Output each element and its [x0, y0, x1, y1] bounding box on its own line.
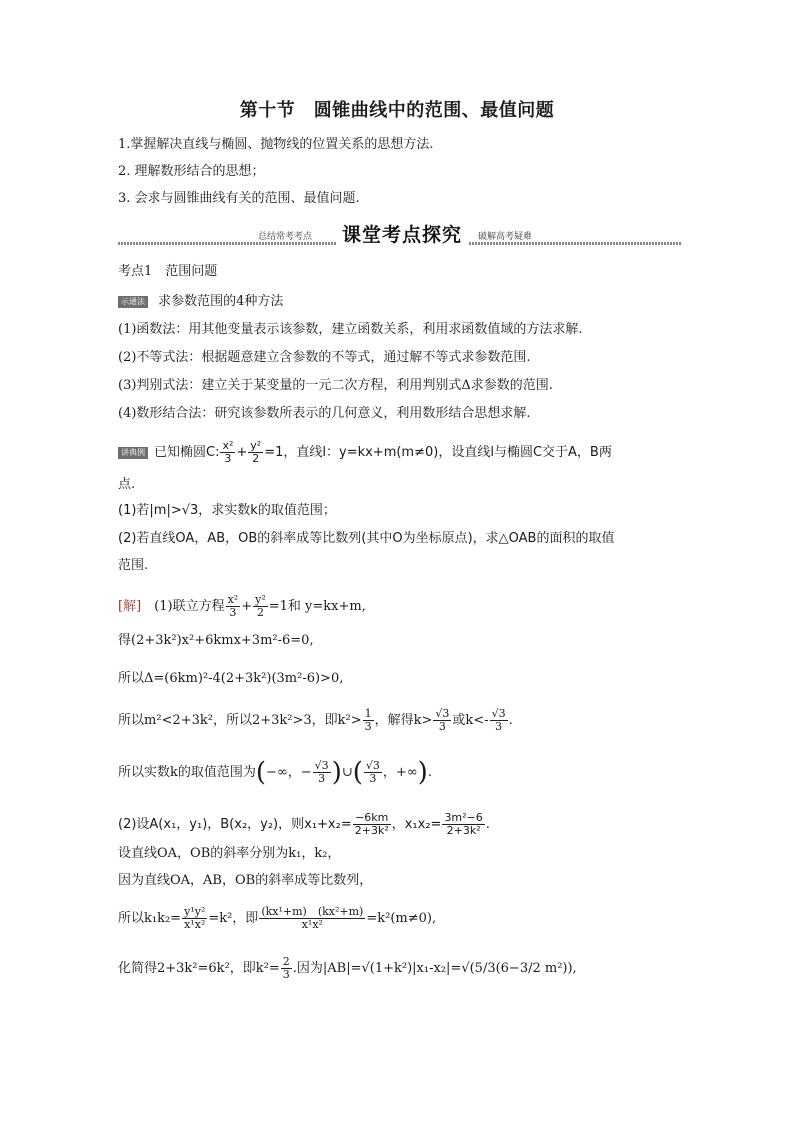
solution-line-6: (2)设A(x₁，y₁)，B(x₂，y₂)，则x₁+x₂= $\frac{-6km}{\text{2+3k²}}$ ，x₁x₂= $\frac{\text{3m²−6}}{\text{2+3k²}}$ .: [118, 811, 490, 837]
solution-text: ，+∞: [382, 765, 418, 780]
fraction-sqrt3-over-3: $\frac{√3}{3}$: [365, 759, 380, 785]
method-2: (2)不等式法：根据题意建立含参数的不等式，通过解不等式求参数范围.: [118, 350, 531, 365]
solution-line-7: 设直线OA，OB的斜率分别为k₁，k₂，: [118, 846, 341, 861]
method-heading: [118, 293, 283, 311]
solution-line-8: 因为直线OA，AB，OB的斜率成等比数列，: [118, 873, 373, 888]
goal-1: 1.掌握解决直线与椭圆、抛物线的位置关系的思想方法.: [118, 137, 434, 152]
example-line-2: 点.: [118, 477, 136, 492]
fraction-slopes: $\frac{\text{y¹y²}}{\text{x¹x²}}$: [184, 905, 206, 931]
sol-fraction-x: $\frac{\text{x²}}{3}$: [227, 593, 239, 619]
example-tag: 讲典例: [118, 447, 148, 459]
solution-text: 或k<-: [452, 713, 489, 728]
method-1: (1)函数法：用其他变量表示该参数，建立函数关系，利用求函数值域的方法求解.: [118, 322, 583, 337]
solution-text: ∪: [341, 765, 353, 780]
solution-text: =1和 y=kx+m,: [268, 599, 366, 614]
method-tag: 示通法: [118, 296, 148, 308]
solution-text: 所以m²<2+3k²，所以2+3k²>3，即k²>: [118, 713, 362, 728]
solution-line-10: [118, 956, 577, 981]
question-2-line-2: 范围.: [118, 558, 149, 573]
solution-text: (2)设A(x₁，y₁)，B(x₂，y₂)，则x₁+x₂=: [118, 817, 352, 832]
paren-close: ): [331, 757, 342, 788]
method-4: (4)数形结合法：研究该参数所表示的几何意义，利用数形结合思想求解.: [118, 406, 531, 421]
solution-text: .因为|AB|=√(1+k²)|x₁-x₂|=: [292, 961, 462, 976]
fraction-sqrt3-over-3: $\frac{√3}{3}$: [314, 759, 329, 785]
method-title: 求参数范围的4种方法: [158, 294, 284, 309]
solution-text: √(5/3(6−3/2 m²)),: [461, 961, 577, 976]
fraction-one-third: $\frac{1}{3}$: [364, 707, 372, 733]
solution-text: ，x₁x₂=: [391, 817, 442, 832]
solution-line-9: [118, 906, 436, 931]
solution-line-3: 所以Δ=(6km)²-4(2+3k²)(3m²-6)>0,: [118, 671, 344, 686]
solution-text: 化简得2+3k²=6k²，即k²=: [118, 961, 280, 976]
solution-text: ，解得k>: [374, 713, 433, 728]
banner-left-text: 总结常考考点: [258, 232, 313, 242]
solution-line-5: 所以实数k的取值范围为(−∞，− $\frac{√3}{3}$ )∪( $\frac{√3}{3}$ ，+∞).: [118, 757, 432, 788]
method-3: (3)判别式法：建立关于某变量的一元二次方程，利用判别式Δ求参数的范围.: [118, 378, 553, 393]
solution-text: =k²，即: [208, 911, 259, 926]
fraction-product: $\frac{\text{3m²−6}}{\text{2+3k²}}$: [444, 811, 483, 837]
question-1: (1)若|m|>√3，求实数k的取值范围；: [118, 503, 336, 518]
solution-line-1: [解] (1)联立方程 $\frac{\text{x²}}{3}$ + $\frac{\text{y²}}{2}$ =1和 y=kx+m,: [118, 593, 366, 619]
section-heading: 考点1 范围问题: [118, 264, 218, 279]
fraction-expanded: $\frac{\text{(kx¹+m) (kx²+m)}}{\text{x¹x²}}$: [261, 905, 364, 931]
solution-text: −∞，−: [266, 765, 312, 780]
fraction-sum: $\frac{-6km}{\text{2+3k²}}$: [354, 811, 389, 837]
solution-text: =k²(m≠0),: [366, 911, 437, 926]
solution-text: (1)联立方程: [154, 599, 225, 614]
solution-line-2: 得(2+3k²)x²+6kmx+3m²-6=0,: [118, 633, 314, 648]
fraction-sqrt3-over-3: $\frac{√3}{3}$: [491, 707, 506, 733]
solution-tag: [解]: [118, 599, 142, 614]
ellipse-y-fraction: $\frac{\text{y²}}{2}$: [250, 439, 262, 465]
paren-open: (: [255, 757, 267, 788]
solution-text: 所以实数k的取值范围为: [118, 765, 256, 780]
solution-text: 所以k₁k₂=: [118, 911, 182, 926]
sol-fraction-y: $\frac{\text{y²}}{2}$: [255, 593, 266, 619]
page-title: 第十节 圆锥曲线中的范围、最值问题: [239, 100, 555, 121]
fraction-sqrt3-over-3: $\frac{√3}{3}$: [435, 707, 450, 733]
banner-right-text: 破解高考疑难: [478, 232, 533, 242]
goal-3: 3. 会求与圆锥曲线有关的范围、最值问题.: [118, 191, 360, 206]
question-2-line-1: (2)若直线OA，AB，OB的斜率成等比数列(其中O为坐标原点)，求△OAB的面积的取值: [118, 531, 615, 546]
example-rest: =1，直线l：y=kx+m(m≠0)，设直线l与椭圆C交于A，B两: [264, 445, 612, 460]
paren-close: ): [417, 757, 428, 788]
example-prefix: 已知椭圆C:: [154, 445, 220, 460]
fraction-two-thirds: $\frac{2}{3}$: [282, 955, 290, 981]
solution-line-4: 所以m²<2+3k²，所以2+3k²>3，即k²> $\frac{1}{3}$ ，解得k> $\frac{√3}{3}$ 或k<- $\frac{√3}{3}$ .: [118, 707, 513, 733]
example-line-1: [118, 440, 612, 465]
paren-open: (: [352, 757, 363, 788]
ellipse-x-fraction: $\frac{\text{x²}}{3}$: [222, 439, 234, 465]
goal-2: 2. 理解数形结合的思想；: [118, 164, 265, 179]
plus-sign: +: [236, 445, 248, 460]
banner-main-text: 课堂考点探究: [336, 220, 468, 247]
section-banner: [118, 220, 682, 248]
